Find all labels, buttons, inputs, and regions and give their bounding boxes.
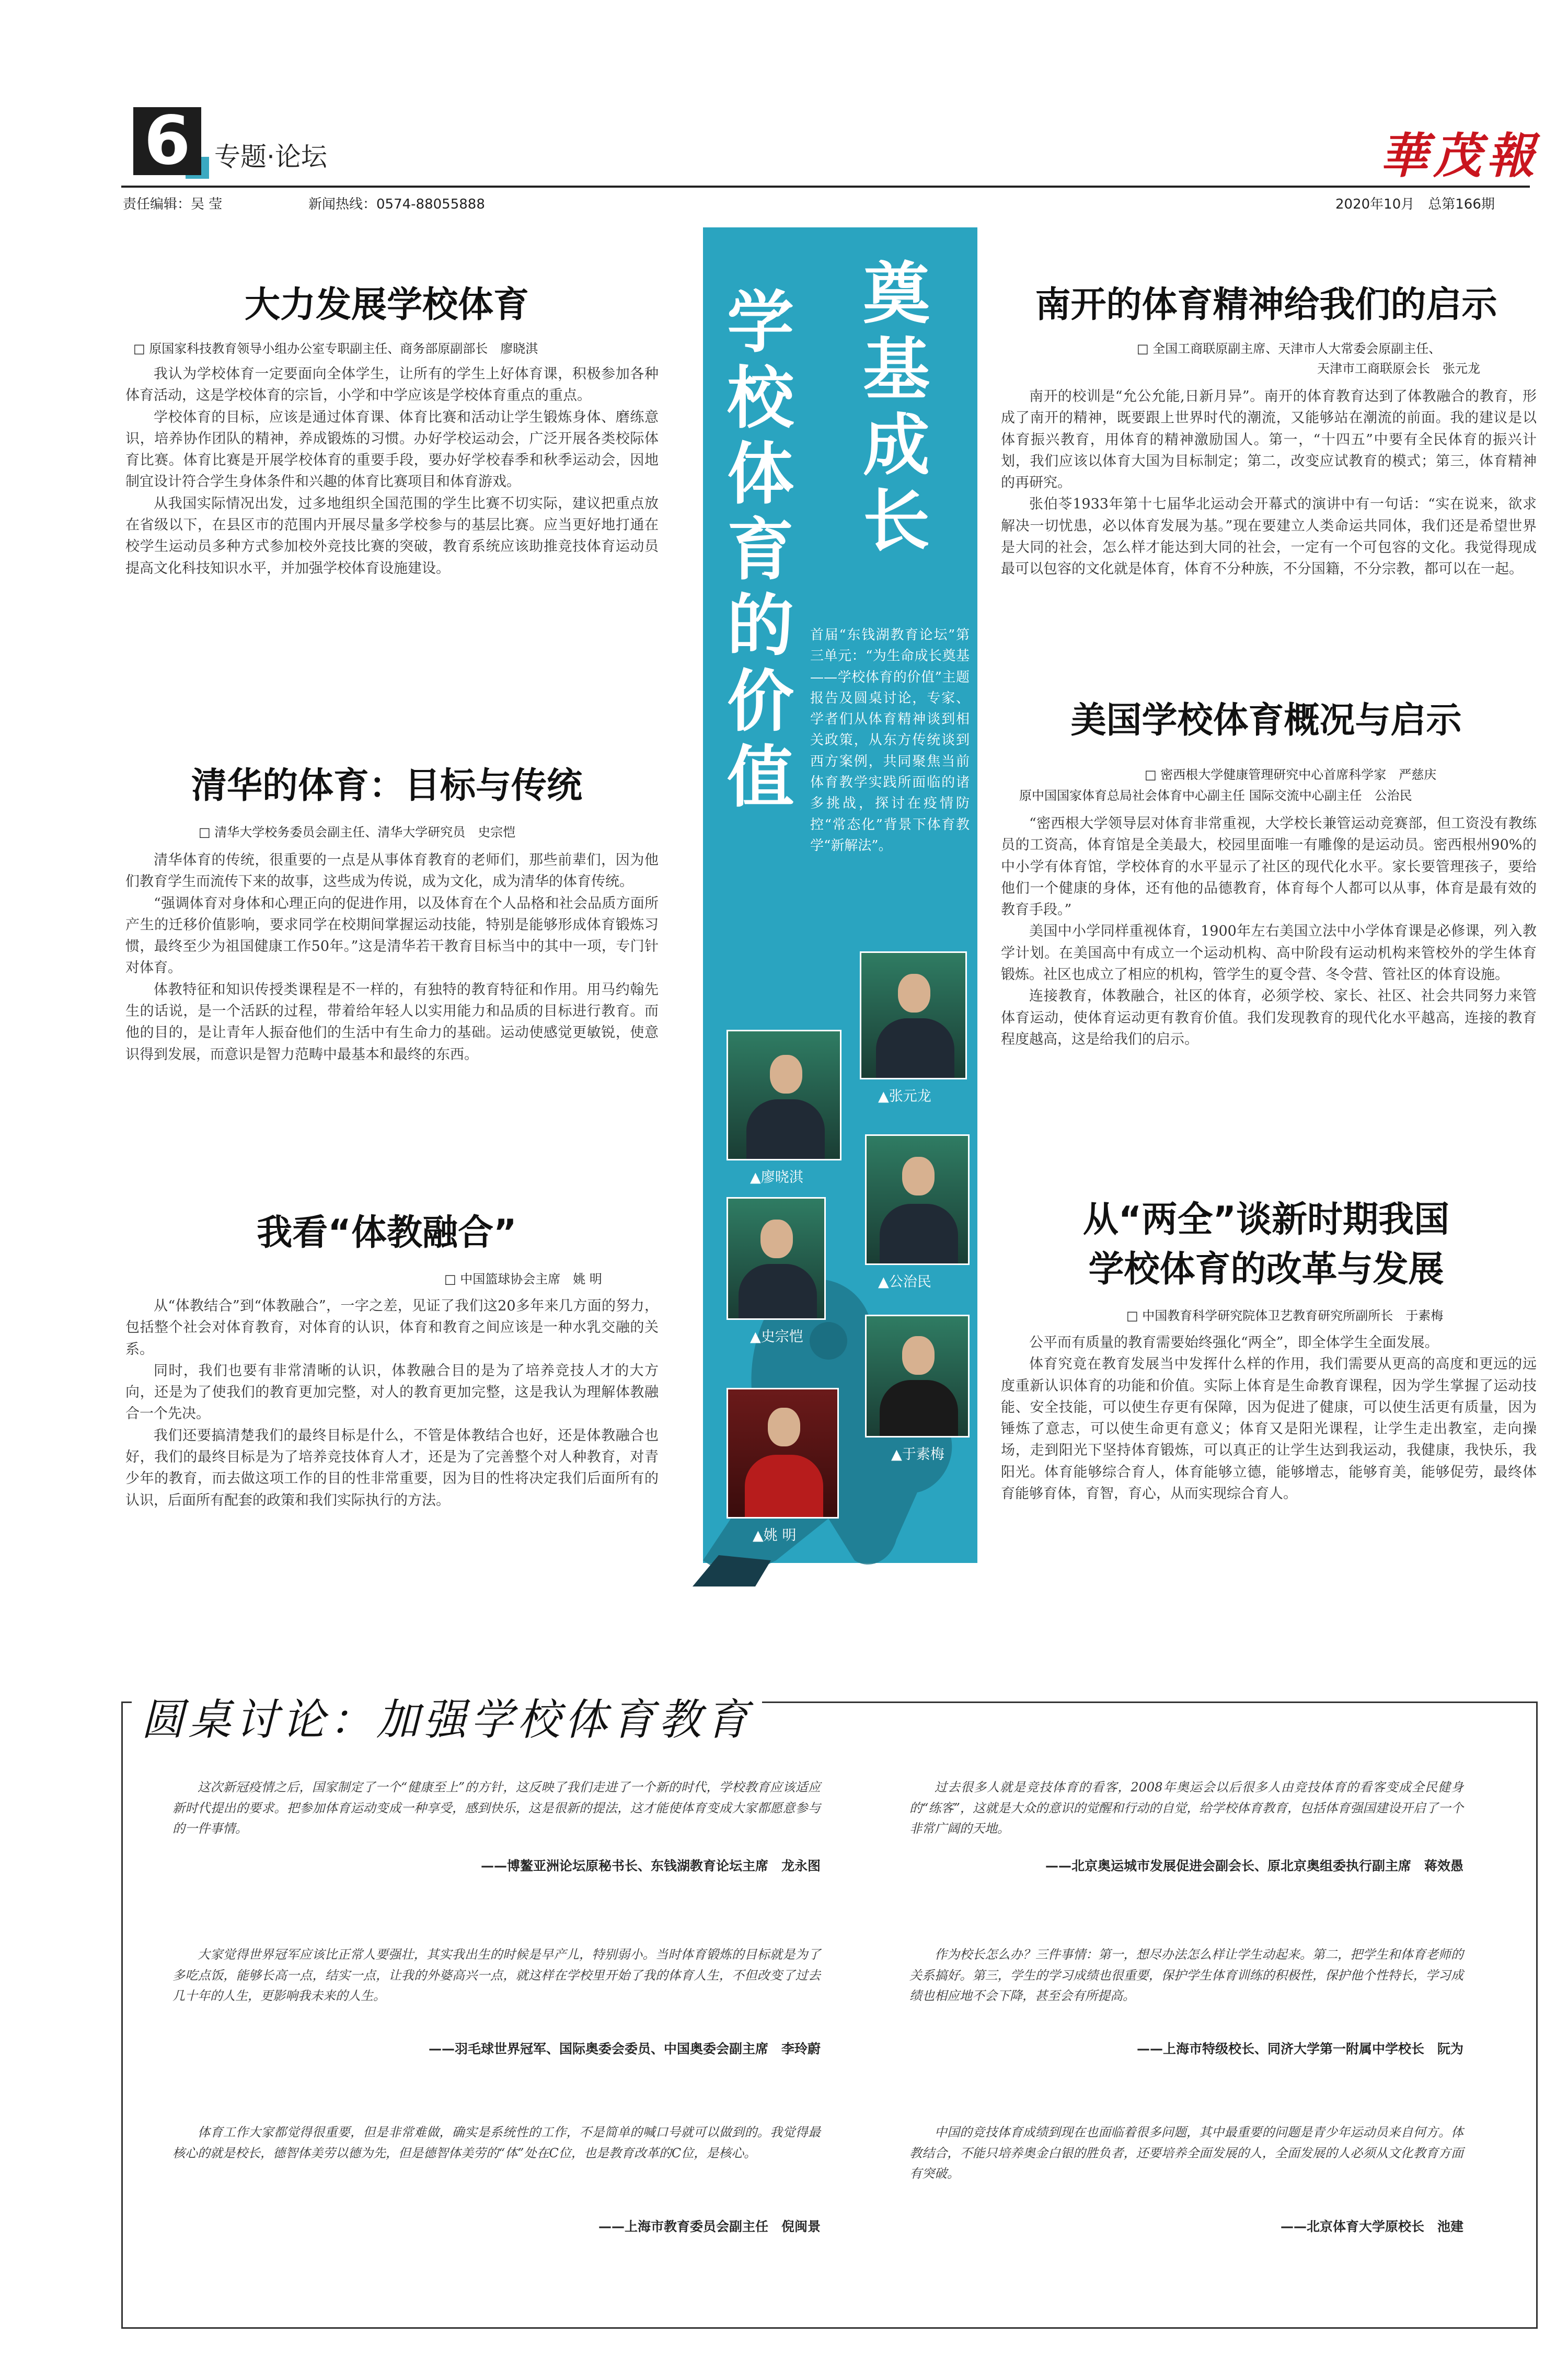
article-body	[125, 1295, 659, 1511]
roundtable-quote	[909, 1777, 1463, 1839]
article-byline: □ 全国工商联原副主席、天津市人大常委会原副主任、	[1137, 341, 1442, 356]
speaker-photo	[865, 1134, 970, 1265]
paragraph: 体育究竟在教育发展当中发挥什么样的作用，我们需要从更高的高度和更远的远度重新认识体育的功能和价值。实际上体育是生命教育课程，因为学生掌握了运动技能、安全技能，可以使生存更有保障，因为促进了健康，可以使生活更有质量，因为锤炼了意志，可以使生命更有意义；体育又是阳光课程，让学生走出教室，走向操场，走到阳光下坚持体育锻炼，可以真正的让学生达到我运动，我健康，我快乐，我阳光。体育能够综合育人，体育能够立德，能够增志，能够育美，能够促劳，最终体育能够育体，育智，育心，从而实现综合育人。	[1001, 1356, 1537, 1502]
article-headline: 大力发展学校体育	[244, 284, 529, 326]
article-headline: 我看“体教融合”	[257, 1212, 517, 1254]
feature-title-secondary: 奠基成长	[862, 255, 930, 560]
article-body	[1001, 813, 1537, 1050]
speaker-photo	[727, 1197, 826, 1320]
article-headline: 南开的体育精神给我们的启示	[1035, 284, 1497, 326]
news-hotline: 新闻热线：0574-88055888	[308, 197, 485, 212]
paragraph: 学校体育的目标，应该是通过体育课、体育比赛和活动让学生锻炼身体、磨练意识，培养协作团队的精神，养成锻炼的习惯。办好学校运动会，广泛开展各类校际体育比赛。体育比赛是开展学校体育的重要手段，要办好学校春季和秋季运动会，因地制宜设计符合学生身体条件和兴趣的体育比赛项目和体育游戏。	[125, 409, 659, 490]
paragraph: 公平而有质量的教育需要始终强化“两全”，即全体学生全面发展。	[1029, 1335, 1439, 1351]
quote-text: 中国的竞技体育成绩到现在也面临着很多问题，其中最重要的问题是青少年运动员来自何方。体教结合，不能只培养奥金白银的胜负者，还要培养全面发展的人，全面发展的人必须从文化教育方面有突破。	[909, 2125, 1463, 2181]
paragraph: 我认为学校体育一定要面向全体学生，让所有的学生上好体育课，积极参加各种体育活动，这是学校体育的宗旨，小学和中学应该是学校体育重点的重点。	[125, 366, 659, 404]
paragraph: 张伯苓1933年第十七届华北运动会开幕式的演讲中有一句话：“实在说来，欲求解决一切忧患，必以体育发展为基。”现在要建立人类命运共同体，我们还是希望世界是大同的社会，怎么样才能达到大同的社会，一定有一个可包容的文化。我觉得现成最可以包容的文化就是体育，体育不分种族，不分国籍，不分宗教，都可以在一起。	[1001, 496, 1537, 578]
issue-info: 2020年10月 总第166期	[1335, 197, 1495, 212]
quote-attribution: ——北京体育大学原校长 池建	[1280, 2219, 1463, 2234]
article-byline: □ 原国家科技教育领导小组办公室专职副主任、商务部原副部长 廖晓淇	[133, 341, 538, 356]
paragraph: “密西根大学领导层对体育非常重视，大学校长兼管运动竞赛部，但工资没有教练员的工资高，体育馆是全美最大，校园里面唯一有雕像的是运动员。密西根州90%的中小学有体育馆，学校体育的水平显示了社区的现代化水平。家长要管理孩子，要给他们一个健康的身体，还有他的品德教育，体育每个人都可以从事，体育是最有效的教育手段。”	[1001, 815, 1537, 918]
feature-title-main: 学校体育的价值	[727, 284, 794, 817]
quote-text: 体育工作大家都觉得很重要，但是非常难做，确实是系统性的工作，不是简单的喊口号就可以做到的。我觉得最核心的就是校长，德智体美劳以德为先，但是德智体美劳的“体”处在C位，也是教育改革的C位，是核心。	[172, 2125, 821, 2160]
feature-intro: 首届“东钱湖教育论坛”第三单元：“为生命成长奠基——学校体育的价值”主题报告及圆桌讨论，专家、学者们从体育精神谈到相关政策，从东方传统谈到西方案例，共同聚焦当前体育教学实践所面临的诸多挑战，探讨在疫情防控“常态化”背景下体育教学“新解法”。	[810, 627, 970, 854]
quote-text: 作为校长怎么办？三件事情：第一，想尽办法怎么样让学生动起来。第二，把学生和体育老师的关系搞好。第三，学生的学习成绩也很重要，保护学生体育训练的积极性，保护他个性特长，学习成绩也相应地不会下降，甚至会有所提高。	[909, 1947, 1463, 2004]
roundtable-quote	[172, 1945, 821, 2007]
quote-attribution: ——博鳌亚洲论坛原秘书长、东钱湖教育论坛主席 龙永图	[480, 1858, 821, 1873]
article-body	[125, 849, 659, 1065]
paragraph: 同时，我们也要有非常清晰的认识，体教融合目的是为了培养竞技人才的大方向，还是为了使我们的教育更加完整，对人的教育更加完整，这是我认为理解体教融合一个先决。	[125, 1362, 659, 1422]
quote-attribution: ——上海市教育委员会副主任 倪闽景	[598, 2219, 821, 2234]
article-body	[125, 363, 659, 579]
roundtable-title: 圆桌讨论：加强学校体育教育	[132, 1686, 762, 1747]
speaker-photo	[727, 1030, 841, 1160]
article-body	[1001, 1332, 1537, 1504]
paragraph: 连接教育，体教融合，社区的体育，必须学校、家长、社区、社会共同努力来管体育运动，使体育运动更有教育价值。我们发现教育的现代化水平越高，连接的教育程度越高，这是给我们的启示。	[1001, 988, 1537, 1048]
article-headline: 学校体育的改革与发展	[1088, 1249, 1444, 1290]
paragraph: 南开的校训是“允公允能,日新月异”。南开的体育教育达到了体教融合的教育，形成了南开的精神，既要跟上世界时代的潮流，又能够站在潮流的前面。我的建议是以体育振兴教育，用体育的精神激励国人。第一，“十四五”中要有全民体育的振兴计划，我们应该以体育大国为目标制定；第二，改变应试教育的模式；第三，体育精神的再研究。	[1001, 388, 1537, 491]
photo-caption: ▲公治民	[878, 1274, 931, 1290]
article-byline: □ 清华大学校务委员会副主任、清华大学研究员 史宗恺	[199, 825, 516, 840]
article-byline: 原中国国家体育总局社会体育中心副主任 国际交流中心副主任 公治民	[1019, 788, 1412, 803]
article-body	[1001, 386, 1537, 580]
header-rule	[121, 186, 1530, 188]
article-headline: 美国学校体育概况与启示	[1070, 700, 1462, 741]
paragraph: “强调体育对身体和心理正向的促进作用，以及体育在个人品格和社会品质方面所产生的迁移价值影响，要求同学在校期间掌握运动技能，特别是能够形成体育锻炼习惯，最终至少为祖国健康工作50年。”这是清华若干教育目标当中的其中一项，专门针对体育。	[125, 895, 659, 976]
article-byline: □ 中国教育科学研究院体卫艺教育研究所副所长 于素梅	[1126, 1308, 1444, 1323]
roundtable-quote	[909, 1945, 1463, 2007]
roundtable-quote	[909, 2122, 1463, 2184]
paragraph: 清华体育的传统，很重要的一点是从事体育教育的老师们，那些前辈们，因为他们教育学生而流传下来的故事，这些成为传说，成为文化，成为清华的体育传统。	[125, 852, 659, 890]
section-label: 专题·论坛	[214, 142, 327, 172]
article-byline: □ 中国篮球协会主席 姚 明	[444, 1272, 602, 1286]
roundtable-quote	[172, 1777, 821, 1839]
speaker-photo	[865, 1315, 970, 1438]
photo-caption: ▲廖晓淇	[750, 1169, 803, 1186]
roundtable-quote	[172, 2122, 821, 2164]
quote-attribution: ——上海市特级校长、同济大学第一附属中学校长 阮为	[1136, 2041, 1463, 2056]
paragraph: 从我国实际情况出发，过多地组织全国范围的学生比赛不切实际，建议把重点放在省级以下，在县区市的范围内开展尽量多学校参与的基层比赛。应当更好地打通在校学生运动员多种方式参加校外竞技比赛的突破，教育系统应该助推竞技体育运动员提高文化科技知识水平，并加强学校体育设施建设。	[125, 495, 659, 577]
page-number: 6	[133, 107, 201, 175]
article-byline: □ 密西根大学健康管理研究中心首席科学家 严慈庆	[1145, 767, 1437, 782]
paragraph: 我们还要搞清楚我们的最终目标是什么，不管是体教结合也好，还是体教融合也好，我们的最终目标是为了培养竞技体育人才，还是为了完善整个对人种教育，对青少年的教育，而去做这项工作的目的性非常重要，因为目的性将决定我们后面所有的认识，后面所有配套的政策和我们实际执行的方法。	[125, 1427, 659, 1509]
paragraph: 体教特征和知识传授类课程是不一样的，有独特的教育特征和作用。用马约翰先生的话说，是一个活跃的过程，带着给年轻人以实用能力和品质的目标进行教育。而他的目的，是让青年人振奋他们的生活中有生命力的基础。运动使感觉更敏锐，使意识得到发展，而意识是智力范畴中最基本和最终的东西。	[125, 981, 659, 1063]
photo-caption: ▲史宗恺	[750, 1329, 803, 1345]
quote-attribution: ——羽毛球世界冠军、国际奥委会委员、中国奥委会副主席 李玲蔚	[428, 2041, 821, 2056]
photo-caption: ▲姚 明	[753, 1527, 797, 1544]
speaker-photo	[727, 1388, 839, 1519]
article-headline: 清华的体育：目标与传统	[191, 765, 582, 807]
paragraph: 美国中小学同样重视体育，1900年左右美国立法中小学体育课是必修课，列入教学计划。在美国高中有成立一个运动机构、高中阶段有运动机构来管校外的学生体育锻炼。社区也成立了相应的机构，管学生的夏令营、冬令营、管社区的体育设施。	[1001, 923, 1537, 983]
quote-text: 过去很多人就是竞技体育的看客，2008年奥运会以后很多人由竞技体育的看客变成全民健身的“练客”，这就是大众的意识的觉醒和行动的自觉，给学校体育教育，包括体育强国建设开启了一个非常广阔的天地。	[909, 1780, 1463, 1836]
feature-panel	[703, 227, 977, 1563]
editor-credit: 责任编辑：吴 莹	[123, 197, 223, 212]
quote-attribution: ——北京奥运城市发展促进会副会长、原北京奥组委执行副主席 蒋效愚	[1045, 1858, 1463, 1873]
photo-caption: ▲张元龙	[878, 1088, 931, 1105]
article-byline: 天津市工商联原会长 张元龙	[1317, 361, 1480, 376]
newspaper-logo: 華茂報	[1380, 128, 1540, 184]
paragraph: 从“体教结合”到“体教融合”，一字之差，见证了我们这20多年来几方面的努力，包括整个社会对体育教育，对体育的认识，体育和教育之间应该是一种水乳交融的关系。	[125, 1298, 659, 1358]
speaker-photo	[860, 951, 967, 1079]
photo-caption: ▲于素梅	[891, 1446, 944, 1463]
quote-text: 大家觉得世界冠军应该比正常人要强壮，其实我出生的时候是早产儿，特别弱小。当时体育锻炼的目标就是为了多吃点饭，能够长高一点，结实一点，让我的外婆高兴一点，就这样在学校里开始了我的体育人生，不但改变了过去几十年的人生，更影响我未来的人生。	[172, 1947, 821, 2004]
quote-text: 这次新冠疫情之后，国家制定了一个“健康至上”的方针，这反映了我们走进了一个新的时代，学校教育应该适应新时代提出的要求。把参加体育运动变成一种享受，感到快乐，这是很新的提法，这才能使体育变成大家都愿意参与的一件事情。	[172, 1780, 821, 1836]
article-headline: 从“两全”谈新时期我国	[1082, 1199, 1450, 1240]
